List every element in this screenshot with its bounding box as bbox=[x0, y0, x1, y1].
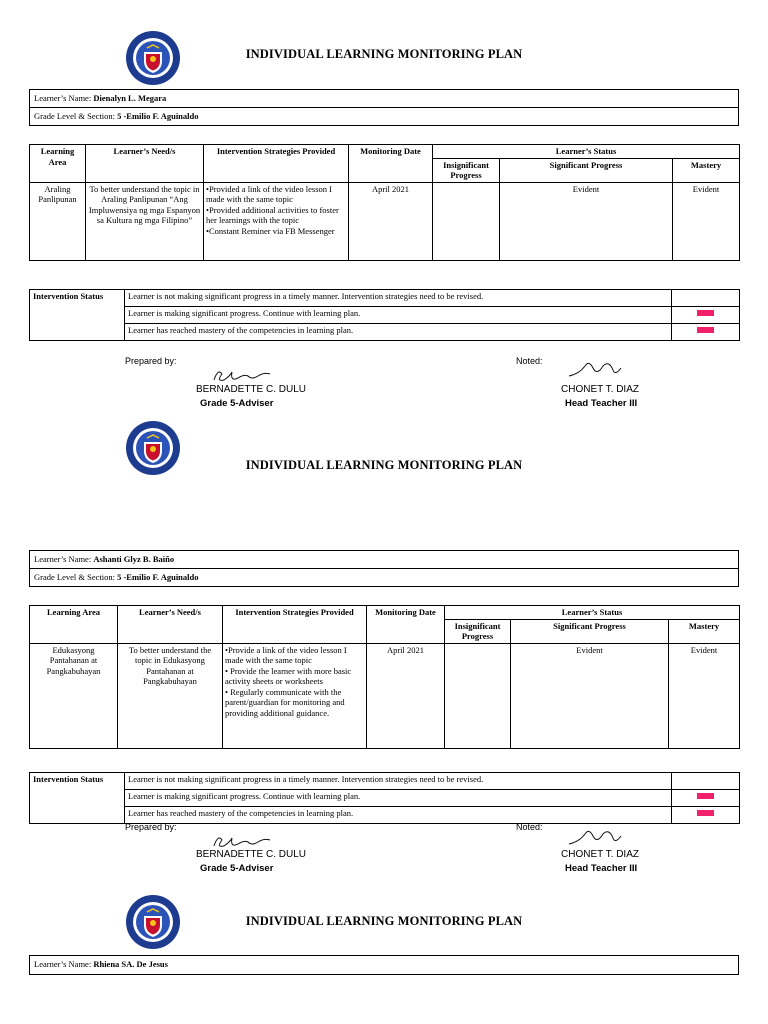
header-status: Learner’s Status bbox=[445, 606, 740, 620]
preparer-role: Grade 5-Adviser bbox=[200, 863, 274, 874]
intervention-row: Learner is not making significant progress in a timely manner. Intervention strategies need to be revised. bbox=[125, 773, 672, 790]
cell-strategies bbox=[223, 643, 367, 748]
monitoring-table bbox=[29, 144, 740, 261]
strategy-item: •Provided a link of the video lesson I made with the same topic bbox=[206, 183, 332, 204]
noter-role: Head Teacher III bbox=[565, 863, 638, 874]
header-insignificant: Insignificant Progress bbox=[445, 619, 511, 643]
strategy-item: • Provide the learner with more basic activity sheets or worksheets bbox=[225, 665, 352, 686]
cell-monitoring-date: April 2021 bbox=[367, 643, 445, 748]
cell-strategies bbox=[204, 182, 349, 260]
intervention-row: Learner is making significant progress. Continue with learning plan. bbox=[125, 790, 672, 807]
intervention-status-label: Intervention Status bbox=[30, 773, 125, 824]
learner-info-box bbox=[29, 955, 739, 975]
header-status: Learner’s Status bbox=[433, 145, 740, 159]
intervention-row: Learner is making significant progress. Continue with learning plan. bbox=[125, 307, 672, 324]
prepared-by-label: Prepared by: bbox=[125, 822, 177, 832]
header-mastery: Mastery bbox=[673, 158, 740, 182]
intervention-row: Learner has reached mastery of the competencies in learning plan. bbox=[125, 807, 672, 824]
cell-mastery: Evident bbox=[669, 643, 740, 748]
grade-value: 5 -Emilio F. Aguinaldo bbox=[117, 572, 199, 582]
signature-icon bbox=[565, 358, 625, 384]
strategy-item: •Constant Reminer via FB Messenger bbox=[206, 225, 335, 236]
header-monitoring-date: Monitoring Date bbox=[349, 145, 433, 183]
page-title: INDIVIDUAL LEARNING MONITORING PLAN bbox=[245, 458, 523, 472]
header-needs: Learner’s Need/s bbox=[118, 606, 223, 644]
strategy-item: •Provide a link of the video lesson I made with the same topic bbox=[225, 644, 347, 665]
cell-insignificant bbox=[445, 643, 511, 748]
learner-name-label: Learner’s Name: bbox=[34, 93, 92, 103]
learner-info-box bbox=[29, 89, 739, 126]
status-marker bbox=[697, 793, 714, 799]
intervention-row: Learner has reached mastery of the competencies in learning plan. bbox=[125, 324, 672, 341]
preparer-name: BERNADETTE C. DULU bbox=[196, 849, 307, 860]
header-needs: Learner’s Need/s bbox=[86, 145, 204, 183]
header-significant: Significant Progress bbox=[511, 619, 669, 643]
page-title: INDIVIDUAL LEARNING MONITORING PLAN bbox=[245, 47, 523, 61]
grade-value: 5 -Emilio F. Aguinaldo bbox=[117, 111, 199, 121]
header-mastery: Mastery bbox=[669, 619, 740, 643]
noted-label: Noted: bbox=[516, 356, 543, 366]
preparer-name: BERNADETTE C. DULU bbox=[196, 384, 307, 395]
strategy-item: • Regularly communicate with the parent/guardian for monitoring and providing additional guidance. bbox=[225, 686, 345, 718]
cell-needs: To better understand the topic in Araling Panlipunan “Ang Impluwensiya ng mga Espanyon sa Kultura ng mga Filipino” bbox=[86, 182, 204, 260]
cell-needs: To better understand the topic in Edukasyong Pantahanan at Pangkabuhayan bbox=[118, 643, 223, 748]
header-learning-area: Learning Area bbox=[30, 606, 118, 644]
header-monitoring-date: Monitoring Date bbox=[367, 606, 445, 644]
header-insignificant: Insignificant Progress bbox=[433, 158, 500, 182]
page-title: INDIVIDUAL LEARNING MONITORING PLAN bbox=[245, 914, 523, 928]
learner-name: Rhiena SA. De Jesus bbox=[93, 959, 168, 969]
learner-name-label: Learner’s Name: bbox=[34, 959, 92, 969]
header-strategies: Intervention Strategies Provided bbox=[204, 145, 349, 183]
header-learning-area: Learning Area bbox=[30, 145, 86, 183]
prepared-by-label: Prepared by: bbox=[125, 356, 177, 366]
status-marker bbox=[697, 810, 714, 816]
cell-monitoring-date: April 2021 bbox=[349, 182, 433, 260]
noter-name: CHONET T. DIAZ bbox=[561, 849, 639, 860]
intervention-status-table bbox=[29, 772, 740, 824]
cell-insignificant bbox=[433, 182, 500, 260]
header-strategies: Intervention Strategies Provided bbox=[223, 606, 367, 644]
intervention-row: Learner is not making significant progress in a timely manner. Intervention strategies need to be revised. bbox=[125, 290, 672, 307]
status-marker bbox=[697, 327, 714, 333]
learner-info-box bbox=[29, 550, 739, 587]
noter-name: CHONET T. DIAZ bbox=[561, 384, 639, 395]
noted-label: Noted: bbox=[516, 822, 543, 832]
learner-name: Ashanti Glyz B. Baiño bbox=[93, 554, 175, 564]
monitoring-table bbox=[29, 605, 740, 749]
cell-learning-area: Edukasyong Pantahanan at Pangkabuhayan bbox=[30, 643, 118, 748]
learner-name: Dienalyn L. Megara bbox=[93, 93, 167, 103]
cell-significant: Evident bbox=[511, 643, 669, 748]
status-marker bbox=[697, 310, 714, 316]
cell-significant: Evident bbox=[500, 182, 673, 260]
strategy-item: •Provided additional activities to foster her learnings with the topic bbox=[206, 204, 339, 225]
grade-label: Grade Level & Section: bbox=[34, 572, 115, 582]
noter-role: Head Teacher III bbox=[565, 398, 638, 409]
cell-learning-area: Araling Panlipunan bbox=[30, 182, 86, 260]
intervention-status-table bbox=[29, 289, 740, 341]
preparer-role: Grade 5-Adviser bbox=[200, 398, 274, 409]
header-significant: Significant Progress bbox=[500, 158, 673, 182]
cell-mastery: Evident bbox=[673, 182, 740, 260]
learner-name-label: Learner’s Name: bbox=[34, 554, 92, 564]
grade-label: Grade Level & Section: bbox=[34, 111, 115, 121]
signature-icon bbox=[210, 366, 276, 386]
intervention-status-label: Intervention Status bbox=[30, 290, 125, 341]
